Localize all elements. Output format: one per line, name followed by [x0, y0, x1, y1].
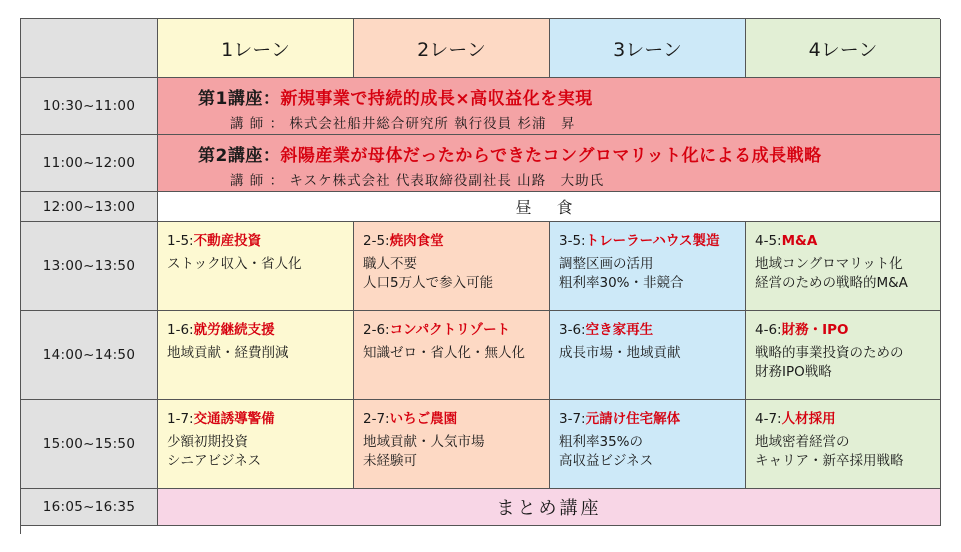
session-description-line: 人口5万人で参入可能: [363, 275, 494, 291]
lane-header-3: 3レーン: [550, 19, 746, 78]
session-topic: 不動産投資: [193, 233, 262, 249]
session-description-line: シニアビジネス: [167, 453, 262, 469]
session-description-line: 粗利率30%・非競合: [559, 275, 684, 291]
session-cell: [158, 222, 354, 311]
session-description-line: 粗利率35%の: [559, 434, 644, 450]
lane-header-1: 1レーン: [158, 19, 354, 78]
session-code: 3-7:: [559, 411, 586, 427]
summary-cell: まとめ講座: [158, 489, 941, 526]
lecture-1-label: 第1講座：: [198, 89, 281, 109]
session-description-line: 地域コングロマリット化: [755, 256, 903, 272]
session-description-line: 地域貢献・経費削減: [167, 345, 289, 361]
session-cell: [354, 311, 550, 400]
session-description-line: 成長市場・地域貢献: [559, 345, 681, 361]
session-description-line: ストック収入・省人化: [167, 256, 302, 272]
session-title: [363, 232, 549, 251]
session-cell: [746, 311, 941, 400]
time-cell: 14:00~14:50: [21, 311, 158, 400]
session-description-line: 高収益ビジネス: [559, 453, 654, 469]
session-topic: 財務・IPO: [781, 322, 849, 338]
session-description-line: 地域密着経営の: [755, 434, 850, 450]
session-topic: 就労継続支援: [193, 322, 275, 338]
session-topic: いちご農園: [389, 411, 458, 427]
session-code: 4-7:: [755, 411, 782, 427]
session-cell: [354, 400, 550, 489]
session-code: 2-6:: [363, 322, 390, 338]
session-cell: [746, 400, 941, 489]
session-topic: トレーラーハウス製造: [585, 233, 720, 249]
session-code: 1-6:: [167, 322, 194, 338]
session-code: 3-6:: [559, 322, 586, 338]
session-code: 1-5:: [167, 233, 194, 249]
lunch-cell: 昼 食: [158, 192, 941, 222]
session-description-line: 職人不要: [363, 256, 417, 272]
session-cell: [354, 222, 550, 311]
session-description-line: 財務IPO戦略: [755, 364, 832, 380]
session-description-line: 少額初期投資: [167, 434, 248, 450]
session-title: [559, 410, 745, 429]
time-cell: 11:00~12:00: [21, 135, 158, 192]
session-topic: M&A: [781, 233, 818, 249]
lecture-2-title: [198, 141, 940, 166]
session-topic: 人材採用: [781, 411, 836, 427]
session-title: [559, 321, 745, 340]
session-description-line: 未経験可: [363, 453, 417, 469]
session-title: [755, 232, 940, 251]
session-topic: 焼肉食堂: [389, 233, 444, 249]
time-cell: 10:30~11:00: [21, 78, 158, 135]
time-cell: 16:05~16:35: [21, 489, 158, 526]
session-title: [363, 321, 549, 340]
lecture-1-theme: 新規事業で持続的成長×高収益化を実現: [280, 89, 593, 109]
time-cell: 13:00~13:50: [21, 222, 158, 311]
schedule-table: [20, 18, 940, 534]
session-code: 2-5:: [363, 233, 390, 249]
session-topic: 空き家再生: [585, 322, 654, 338]
session-cell: [746, 222, 941, 311]
lane-header-2: 2レーン: [354, 19, 550, 78]
session-title: [167, 321, 353, 340]
lecture-2: [158, 135, 941, 192]
session-code: 1-7:: [167, 411, 194, 427]
session-title: [755, 321, 940, 340]
lecture-2-speaker: 講 師 ： キスケ株式会社 代表取締役副社長 山路 大助氏: [230, 173, 605, 189]
lecture-2-theme: 斜陽産業が母体だったからできたコングロマリット化による成長戦略: [280, 146, 822, 166]
session-cell: [550, 400, 746, 489]
session-title: [363, 410, 549, 429]
session-description-line: 調整区画の活用: [559, 256, 654, 272]
session-title: [559, 232, 745, 251]
session-cell: [550, 222, 746, 311]
session-cell: [158, 400, 354, 489]
session-description-line: 知識ゼロ・省人化・無人化: [363, 345, 525, 361]
lane-header-4: 4レーン: [746, 19, 941, 78]
session-topic: コンパクトリゾート: [389, 322, 511, 338]
time-cell: 15:00~15:50: [21, 400, 158, 489]
session-code: 4-6:: [755, 322, 782, 338]
lecture-1-title: [198, 84, 940, 109]
session-title: [167, 410, 353, 429]
session-title: [167, 232, 353, 251]
session-description-line: キャリア・新卒採用戦略: [755, 453, 904, 469]
lecture-1: [158, 78, 941, 135]
lecture-1-speaker: 講 師 ： 株式会社船井総合研究所 執行役員 杉浦 昇: [230, 116, 576, 132]
header-corner: [21, 19, 158, 78]
session-cell: [550, 311, 746, 400]
session-description-line: 戦略的事業投資のための: [755, 345, 904, 361]
session-code: 2-7:: [363, 411, 390, 427]
session-topic: 交通誘導警備: [193, 411, 275, 427]
session-code: 4-5:: [755, 233, 782, 249]
session-code: 3-5:: [559, 233, 586, 249]
session-description-line: 経営のための戦略的M&A: [755, 275, 908, 291]
session-cell: [158, 311, 354, 400]
session-description-line: 地域貢献・人気市場: [363, 434, 485, 450]
session-title: [755, 410, 940, 429]
time-cell: 12:00~13:00: [21, 192, 158, 222]
session-topic: 元請け住宅解体: [585, 411, 681, 427]
lecture-2-label: 第2講座：: [198, 146, 281, 166]
